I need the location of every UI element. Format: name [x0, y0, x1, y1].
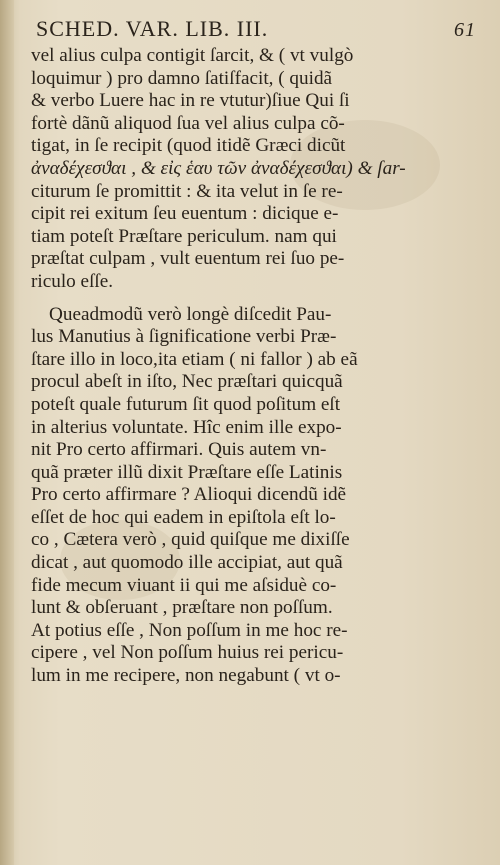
text-line: & verbo Luere hac in re vtutur)ſiue Qui ſi: [31, 90, 350, 112]
text-line: in alterius voluntate. Hîc enim ille expo-: [31, 416, 342, 438]
text-line: riculo eſſe.: [31, 270, 114, 292]
text-line: lum in me recipere, non negabunt ( vt o-: [31, 665, 341, 687]
page-gutter: [0, 0, 14, 865]
text-line: cipit rei exitum ſeu euentum : dicique e-: [31, 203, 339, 225]
page-body: [31, 45, 471, 688]
text-line: At potius eſſe , Non poſſum in me hoc re-: [31, 619, 348, 641]
page-number: 61: [454, 19, 476, 41]
text-line: nit Pro certo affirmari. Quis autem vn-: [31, 439, 327, 461]
text-line: eſſet de hoc qui eadem in epiſtola eſt lo-: [31, 506, 336, 528]
text-line: ſtare illo in loco,ita etiam ( ni fallor ) ab eã: [31, 348, 358, 370]
paragraph-1: [31, 45, 471, 294]
text-line: Queadmodũ verò longè diſcedit Pau-: [49, 303, 332, 325]
text-line: tiam poteſt Præſtare periculum. nam qui: [31, 225, 337, 247]
text-line: loquimur ) pro damno ſatiſfacit, ( quidã: [31, 67, 333, 89]
text-line: lus Manutius à ſignificatione verbi Præ-: [31, 326, 337, 348]
text-line: fortè dãnũ aliquod ſua vel alius culpa cõ-: [31, 112, 345, 134]
text-line: quã præter illũ dixit Præſtare eſſe Latinis: [31, 461, 343, 483]
text-line: ἀναδέχεσϑαι , & εἰς ἑαυ τῶν ἀναδέχεσϑαι) & ſar-: [31, 157, 406, 179]
paragraph-2: [31, 304, 471, 688]
text-line: præſtat culpam , vult euentum rei ſuo pe-: [31, 248, 345, 270]
text-line: lunt & obſeruant , præſtare non poſſum.: [31, 597, 333, 619]
text-line: Pro certo affirmare ? Alioqui dicendũ idẽ: [31, 484, 347, 506]
text-line: cipere , vel Non poſſum huius rei pericu-: [31, 642, 344, 664]
text-line: poteſt quale futurum ſit quod poſitum eſt: [31, 393, 341, 415]
text-line: co , Cætera verò , quid quiſque me dixiſſe: [31, 529, 350, 551]
running-head: SCHED. VAR. LIB. III.: [36, 16, 269, 41]
text-line: fide mecum viuant ii qui me aſsiduè co-: [31, 574, 337, 596]
text-line: dicat , aut quomodo ille accipiat, aut quã: [31, 552, 343, 574]
paragraph-gap: [31, 294, 471, 304]
text-line: procul abeſt in iſto, Nec præſtari quicquã: [31, 371, 343, 393]
text-line: tigat, in ſe recipit (quod itidẽ Græci dicũt: [31, 135, 346, 157]
page-header: [36, 8, 476, 42]
text-line: citurum ſe promittit : & ita velut in ſe re-: [31, 180, 343, 202]
text-line: vel alius culpa contigit ſarcit, & ( vt vulgò: [31, 45, 354, 66]
